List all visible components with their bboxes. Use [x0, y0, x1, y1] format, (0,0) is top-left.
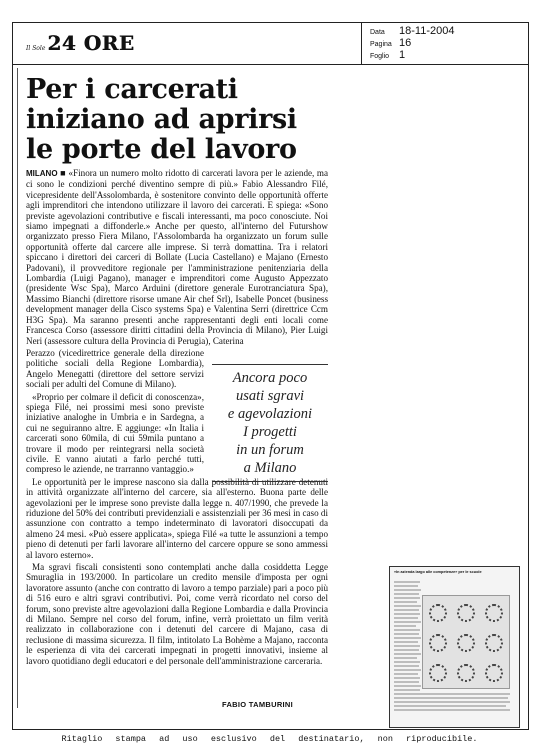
article-paragraph-2: «Proprio per colmare il deficit di conoscenza», spiega Filé, nei prossimi mesi sono previste iniziative analoghe in Umbria e in Sardegna, a cui ne seguiranno altre. E aggiunge: «In Italia i carcerati sono 60mila, di cui 59mila puntano a trovare il modo per reintegrarsi nella società civile. E vanno aiutati a farlo perché tutti, compreso le aziende, ne trarranno vantaggio.» [26, 391, 204, 475]
pullquote-rule-bottom [212, 481, 328, 482]
article-paragraph-4: Ma sgravi fiscali consistenti sono contemplati anche dalla cosiddetta Legge Smuraglia in 193/2000. In particolare un credito mensile d'imposta per ogni lavoratore assunto (anche con contratto di lavoro a tempo parziale) pari a poco più di 516 euro e altri sgravi contributivi. Poi, come verrà ricordato nel corso del forum, sono previste altre agevolazioni dalla Regione Lombardia e dalla Provincia di Milano. Sempre nel corso del forum, infine, verrà proiettato un film verità realizzato in collaborazione con i detenuti del carcere di Majano, casa di reclusione di massima sicurezza. Il film, intitolato La Bohème a Majano, racconta le esperienza di vita dei carcerati impegnati in progetti innovativi, insieme al lavoro quotidiano degli educatori e del personale dell'amministrazione carceraria. [26, 562, 328, 666]
article-narrow-column [26, 348, 204, 475]
flower-icon [485, 604, 503, 622]
pullquote-rule-top [212, 364, 328, 365]
header-divider [12, 64, 529, 65]
masthead-small: Il Sole [26, 45, 46, 52]
flower-icon [457, 634, 475, 652]
pullquote-line-5: in un forum [236, 442, 304, 458]
newspaper-masthead [26, 31, 134, 55]
pullquote-line-6: a Milano [243, 460, 297, 476]
headline-line-1: Per i carcerati [26, 74, 238, 105]
meta-row-foglio [370, 49, 520, 61]
thumbnail-illustration [422, 595, 510, 689]
flower-icon [457, 664, 475, 682]
pullquote-line-1: Ancora poco [232, 370, 308, 386]
meta-foglio-label: Foglio [370, 53, 390, 60]
meta-pagina-label: Pagina [370, 41, 392, 48]
headline-line-3: le porte del lavoro [26, 134, 297, 165]
left-margin-rule [17, 68, 18, 708]
thumbnail-caption: «In azienda largo alle competenze» per le scuole [394, 570, 482, 574]
flower-icon [485, 634, 503, 652]
flower-icon [429, 664, 447, 682]
meta-row-data [370, 25, 520, 37]
article-paragraph-1b: Perazzo (vicedirettrice generale della direzione politiche sociali della Regione Lombardia), Angelo Menegatti (direttore del settore servizi sociali per adulti del Comune di Milano). [26, 347, 204, 390]
flower-icon [429, 634, 447, 652]
pullquote-line-3: e agevolazioni [227, 406, 313, 422]
pullquote [212, 369, 328, 477]
pullquote-line-4: I progetti [243, 424, 297, 440]
flower-icon [485, 664, 503, 682]
headline-line-2: iniziano ad aprirsi [26, 104, 297, 135]
page-thumbnail [389, 566, 520, 728]
article-paragraph-3: Le opportunità per le imprese nascono sia dalla possibilità di utilizzare detenuti in attività organizzate all'interno del carcere, sia all'esterno. Buona parte delle agevolazioni per le imprese sono previste dalla legge n. 407/1990, che prevede la riduzione del 50% dei contributi previdenziali e assistenziali per 36 mesi in caso di assunzione con contratto a tempo indeterminato di lavoratori disoccupati da almeno 24 mesi. «Può essere applicata», spiega Filé «a tutte le assunzioni a tempo pieno di detenuti per farli lavorare all'interno del carcere oppure se sono ammessi al lavoro esterno». [26, 476, 328, 560]
dateline-city: MILANO [26, 169, 58, 178]
flower-icon [429, 604, 447, 622]
flower-icon [457, 604, 475, 622]
meta-data-value: 18-11-2004 [399, 25, 455, 37]
meta-foglio-value: 1 [399, 49, 406, 61]
article-paragraph-1: MILANO ■ «Finora un numero molto ridotto di carcerati lavora per le aziende, ma ci sono le condizioni perché diventino sempre di più.» Fabio Alessandro Filé, vicepresidente dell'Assolombarda, è sostenitore convinto delle opportunità offerte agli imprenditori che intendono utilizzare il lavoro dei carcerati. E spiega: «Sono previste agevolazioni contributive e fiscali interessanti, ma poco conosciute. Noi siamo impegnati a diffonderle.» Anche per questo, all'interno del Futurshow organizzato presso Fiera Milano, l'Assolombarda ha organizzato un forum sulle opportunità offerte dal carcere alle imprese. Si terrà domattina. Tra i relatori spiccano i direttori dei carceri di Bollate (Lucia Castellano) e Majano (Ernesto Padovani), il provveditore regionale per l'amministrazione penitenziaria della Lombardia (Luigi Pagano), manager e imprenditori come Augusto Appezzato (presidente Wsc Spa), Marco Arduini (direttore generale Eurotranciatura Spa), Massimo Bianchi (direttore risorse umane Air chef Srl), Isabelle Poncet (business development manager della Cisco systems Spa) e Valentina Serri (direttrice Ccm H3G Spa). Ma saranno presenti anche rappresentanti degli enti locali come Francesca Corso (assessore diritti cittadini della Provincia di Milano), Pier Luigi Neri (assessore cultura della Provincia di Perugia), Caterina [26, 168, 329, 346]
meta-pagina-value: 16 [399, 37, 412, 49]
pullquote-line-2: usati sgravi [235, 388, 305, 404]
reproduction-disclaimer: Ritaglio stampa ad uso esclusivo del destinatario, non riproducibile. [61, 734, 478, 744]
article-headline [26, 75, 356, 165]
article-signature: FABIO TAMBURINI [222, 700, 294, 709]
meta-data-label: Data [370, 29, 385, 36]
article-paragraph-1-text: «Finora un numero molto ridotto di carcerati lavora per le aziende, ma ci sono le condizioni perché diventino sempre di più.» Fabio Alessandro Filé, vicepresidente dell'Assolombarda, è sostenitore convinto delle opportunità offerte agli imprenditori che intendono utilizzare il lavoro dei carcerati. E spiega: «Sono previste agevolazioni contributive e fiscali interessanti, ma poco conosciute. Noi siamo impegnati a diffonderle.» Anche per questo, all'interno del Futurshow organizzato presso Fiera Milano, l'Assolombarda ha organizzato un forum sulle opportunità offerte dal carcere alle imprese. Si terrà domattina. Tra i relatori spiccano i direttori dei carceri di Bollate (Lucia Castellano) e Majano (Ernesto Padovani), il provveditore regionale per l'amministrazione penitenziaria della Lombardia (Luigi Pagano), manager e imprenditori come Augusto Appezzato (presidente Wsc Spa), Marco Arduini (direttore generale Eurotranciatura Spa), Massimo Bianchi (direttore risorse umane Air chef Srl), Isabelle Poncet (business development manager della Cisco systems Spa) e Valentina Serri (direttrice Ccm H3G Spa). Ma saranno presenti anche rappresentanti degli enti locali come Francesca Corso (assessore diritti cittadini della Provincia di Milano), Pier Luigi Neri (assessore cultura della Provincia di Perugia), Caterina [26, 168, 329, 346]
masthead-logo: 24 ORE [47, 31, 135, 55]
meta-row-pagina [370, 37, 520, 49]
header-vertical-divider [361, 22, 362, 64]
clipping-meta [370, 25, 520, 61]
